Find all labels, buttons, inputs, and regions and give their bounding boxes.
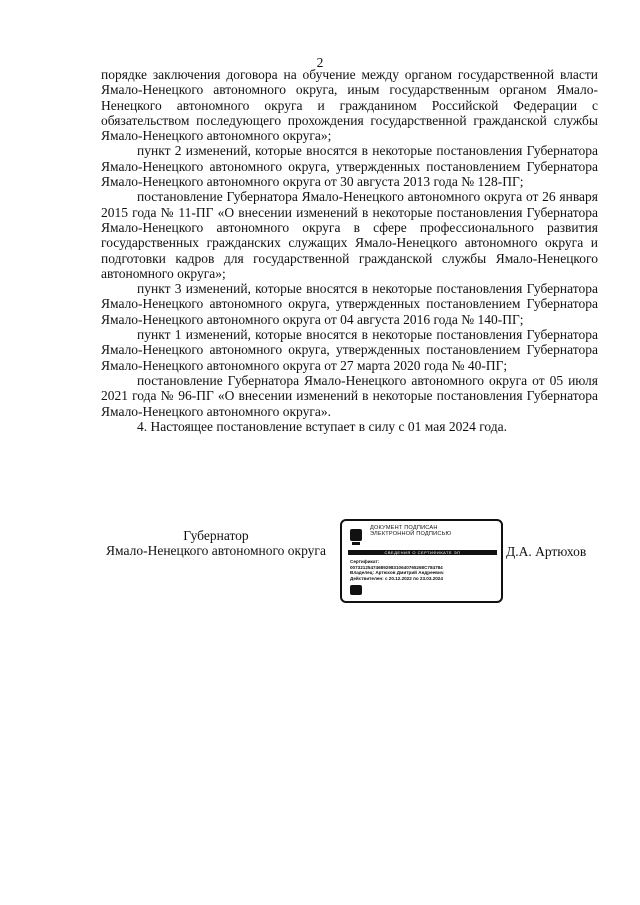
- signatory-name: Д.А. Артюхов: [506, 544, 587, 559]
- valid-value: с 20.12.2022 по 23.03.2024: [384, 575, 443, 581]
- page-number: 2: [316, 55, 324, 70]
- document-body: [101, 67, 598, 434]
- paragraph: пункт 1 изменений, которые вносятся в некоторые постановления Губернатора Ямало-Ненецкого автономного округа, утвержденных постановлением Губернатора Ямало-Ненецкого автономного округа от 27 марта 2020 года № 40-ПГ;: [101, 327, 598, 373]
- certificate-label: Сертификат:: [350, 559, 380, 564]
- certificate-value: 00732125474689298310640765268C784784: [350, 564, 443, 570]
- stamp-header-line2: ЭЛЕКТРОННОЙ ПОДПИСЬЮ: [370, 531, 452, 538]
- stamp-bar: СВЕДЕНИЯ О СЕРТИФИКАТЕ ЭП: [348, 550, 497, 555]
- paragraph: пункт 3 изменений, которые вносятся в некоторые постановления Губернатора Ямало-Ненецкого автономного округа, утвержденных постановлением Губернатора Ямало-Ненецкого автономного округа от 04 августа 2016 года № 140-ПГ;: [101, 281, 598, 327]
- stamp-info: [350, 559, 444, 581]
- owner-value: Артюхов Дмитрий Андреевич: [375, 570, 444, 576]
- stamp-header: [370, 525, 451, 537]
- valid-label: Действителен:: [350, 575, 384, 581]
- paragraph: 4. Настоящее постановление вступает в силу с 01 мая 2024 года.: [137, 418, 507, 434]
- signatory-region: Ямало-Ненецкого автономного округа: [106, 543, 326, 559]
- owner-label: Владелец:: [350, 570, 375, 576]
- signatory-title: [96, 528, 336, 559]
- stamp-header-line1: ДОКУМЕНТ ПОДПИСАН: [370, 525, 438, 531]
- paragraph: постановление Губернатора Ямало-Ненецкого автономного округа от 26 января 2015 года № 11-ПГ «О внесении изменений в некоторые постановления Губернатора Ямало-Ненецкого автономного округа в сфере профессионального развития государственных гражданских служащих Ямало-Ненецкого автономного округа и подготовки кадров для государственной гражданской службы Ямало-Ненецкого автономного округа»;: [101, 189, 598, 281]
- paragraph: порядке заключения договора на обучение между органом государственной власти Ямало-Ненецкого автономного округа, иным государственным органом Ямало-Ненецкого автономного округа и гражданином Российской Федерации с обязательством последующего прохождения государственной гражданской службы Ямало-Ненецкого автономного округа»;: [101, 67, 598, 144]
- paragraph: постановление Губернатора Ямало-Ненецкого автономного округа от 05 июля 2021 года № 96-ПГ «О внесении изменений в некоторые постановления Губернатора Ямало-Ненецкого автономного округа».: [101, 372, 598, 419]
- electronic-signature-stamp: [340, 519, 503, 603]
- signatory-position: Губернатор: [183, 528, 249, 543]
- paragraph: пункт 2 изменений, которые вносятся в некоторые постановления Губернатора Ямало-Ненецкого автономного округа, утвержденных постановлением Губернатора Ямало-Ненецкого автономного округа от 30 августа 2013 года № 128-ПГ;: [101, 143, 598, 190]
